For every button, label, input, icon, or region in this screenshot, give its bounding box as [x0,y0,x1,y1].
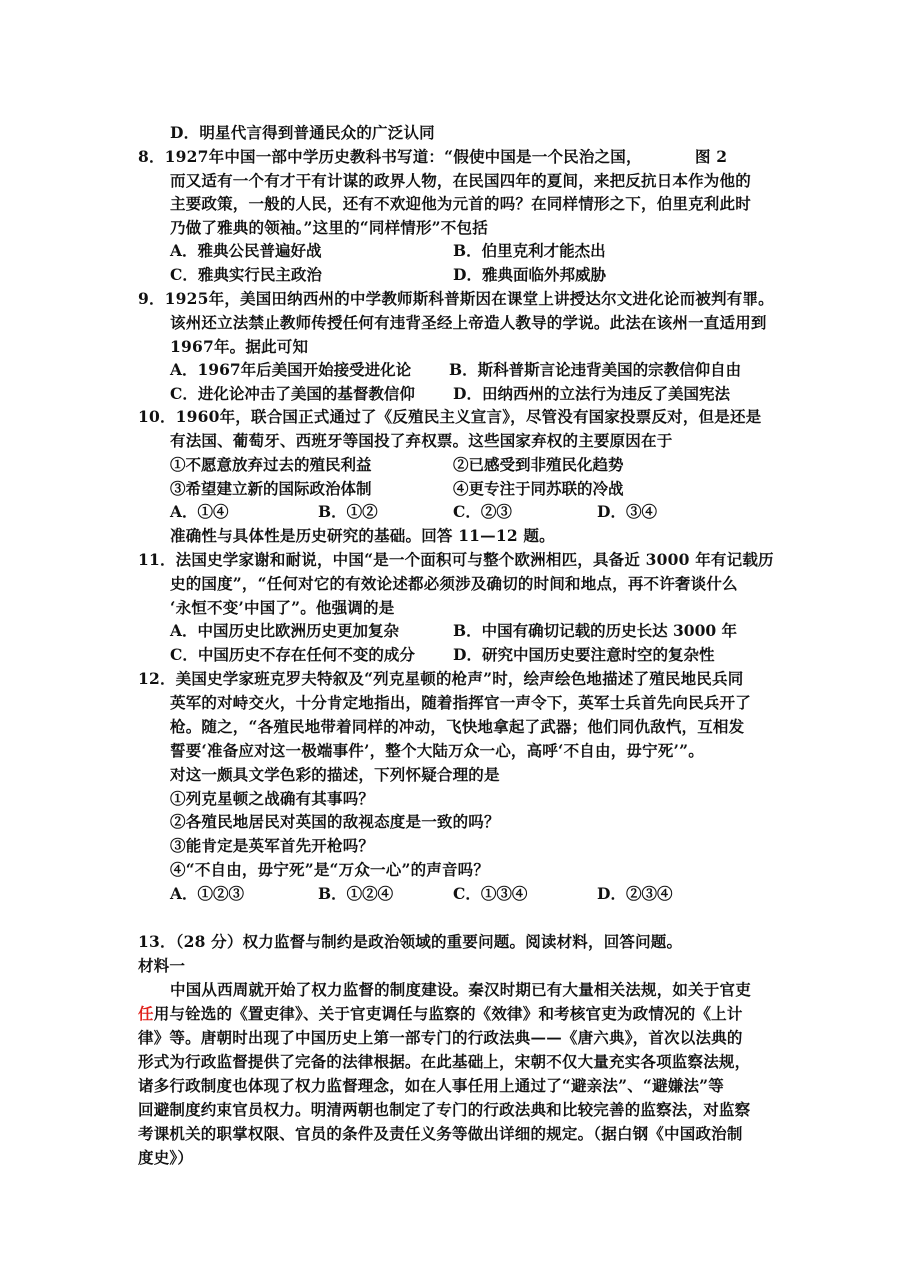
q11-option-a: A．中国历史比欧洲历史更加复杂 [170,621,400,640]
material-line-8: 度史》） [138,1148,194,1167]
q9-stem-line-3: 1967年。据此可知 [170,337,309,356]
q12-stem-line-1: 12．美国史学家班克罗夫特叙及“列克星顿的枪声”时，绘声绘色地描述了殖民地民兵同 [138,669,744,688]
q8-stem-line-4: 乃做了雅典的领袖。”这里的“同样情形”不包括 [170,218,488,237]
material-line-4: 形式为行政监督提供了完备的法律根据。在此基础上，宋朝不仅大量充实各项监察法规， [138,1052,751,1071]
material-line-3: 律》等。唐朝时出现了中国历史上第一部专门的行政法典——《唐六典》，首次以法典的 [138,1028,743,1047]
q12-stem-line-3: 枪。随之，“各殖民地带着同样的冲动，飞快地拿起了武器；他们同仇敌忾，互相发 [170,717,745,736]
q10-item-2: ②已感受到非殖民化趋势 [453,455,624,474]
q11-option-d: D．研究中国历史要注意时空的复杂性 [453,645,715,664]
q8-stem-line-2: 而又适有一个有才干有计谋的政界人物，在民国四年的夏间，来把反抗日本作为他的 [170,171,751,190]
q12-stem-line-4: 誓要‘准备应对这一极端事件’，整个大陆万众一心，高呼‘不自由，毋宁死’”。 [170,741,704,760]
material-label: 材料一 [138,956,186,975]
q10-stem-line-2: 有法国、葡萄牙、西班牙等国投了弃权票。这些国家弃权的主要原因在于 [170,431,673,450]
q11-option-b: B．中国有确切记载的历史长达 3000 年 [453,621,738,640]
material-line-7: 考课机关的职掌权限、官员的条件及责任义务等做出详细的规定。（据白钢《中国政治制 [138,1124,743,1143]
q8-option-a: A．雅典公民普遍好战 [170,241,322,260]
q12-item-4: ④“不自由，毋宁死”是“万众一心”的声音吗？ [170,860,490,879]
material-line-6: 回避制度约束官员权力。明清两朝也制定了专门的行政法典和比较完善的监察法，对监察 [138,1100,751,1119]
q12-item-3: ③能肯定是英军首先开枪吗？ [170,836,375,855]
q8-option-d: D．雅典面临外邦威胁 [453,265,606,284]
q10-stem-line-1: 10．1960年，联合国正式通过了《反殖民主义宣言》，尽管没有国家投票反对，但是还是 [138,407,762,426]
q7-option-d: D．明星代言得到普通民众的广泛认同 [170,123,435,142]
q12-stem-line-2: 英军的对峙交火，十分肯定地指出，随着指挥官一声令下，英军士兵首先向民兵开了 [170,693,751,712]
q10-option-c: C．②③ [453,502,512,521]
q8-option-b: B．伯里克利才能杰出 [453,241,606,260]
q12-stem-line-5: 对这一颇具文学色彩的描述，下列怀疑合理的是 [170,765,500,784]
q8-option-c: C．雅典实行民主政治 [170,265,322,284]
material-line-2-text: 用与铨选的《置吏律》、关于官吏调任与监察的《效律》和考核官吏为政情况的《上计 [153,1004,743,1023]
figure-label: 图 2 [695,147,728,166]
q11-option-c: C．中国历史不存在任何不变的成分 [170,645,415,664]
q11-stem-line-3: ‘永恒不变’中国了”。他强调的是 [170,598,395,617]
q10-option-b: B．①② [318,502,378,521]
q10-item-4: ④更专注于同苏联的冷战 [453,479,624,498]
group-intro: 准确性与具体性是历史研究的基础。回答 11—12 题。 [170,526,555,545]
q11-stem-line-2: 史的国度”，“任何对它的有效论述都必须涉及确切的时间和地点，再不许奢谈什么 [170,574,738,593]
material-line-2 [138,1003,743,1025]
q9-option-d: D．田纳西州的立法行为违反了美国宪法 [453,384,730,403]
q12-option-d: D．②③④ [597,884,673,903]
material-line-5: 诸多行政制度也体现了权力监督理念，如在人事任用上通过了“避亲法”、“避嫌法”等 [138,1076,724,1095]
highlighted-char: 任 [138,1004,154,1023]
q9-stem-line-2: 该州还立法禁止教师传授任何有违背圣经上帝造人教导的学说。此法在该州一直适用到 [170,313,767,332]
q10-item-1: ①不愿意放弃过去的殖民利益 [170,455,372,474]
q9-stem-line-1: 9．1925年，美国田纳西州的中学教师斯科普斯因在课堂上讲授达尔文进化论而被判有罪。 [138,289,774,308]
q8-stem-line-3: 主要政策，一般的人民，还有不欢迎他为元首的吗？在同样情形之下，伯里克利此时 [170,194,751,213]
q9-option-b: B．斯科普斯言论违背美国的宗教信仰自由 [449,360,742,379]
q10-option-d: D．③④ [597,502,657,521]
q12-option-b: B．①②④ [318,884,394,903]
q13-title: 13．（28 分）权力监督与制约是政治领域的重要问题。阅读材料，回答问题。 [138,932,683,951]
q8-stem-line-1: 8．1927年中国一部中学历史教科书写道：“假使中国是一个民治之国， [138,147,642,166]
q9-option-c: C．进化论冲击了美国的基督教信仰 [170,384,415,403]
q9-option-a: A．1967年后美国开始接受进化论 [170,360,412,379]
q11-stem-line-1: 11．法国史学家谢和耐说，中国“是一个面积可与整个欧洲相匹，具备近 3000 年有记载历 [138,550,774,569]
q10-item-3: ③希望建立新的国际政治体制 [170,479,372,498]
q10-option-a: A．①④ [170,502,229,521]
q12-option-a: A．①②③ [170,884,245,903]
q12-option-c: C．①③④ [453,884,528,903]
q12-item-1: ①列克星顿之战确有其事吗？ [170,789,375,808]
q12-item-2: ②各殖民地居民对英国的敌视态度是一致的吗？ [170,812,500,831]
material-line-1: 中国从西周就开始了权力监督的制度建设。秦汉时期已有大量相关法规，如关于官吏 [170,980,751,999]
